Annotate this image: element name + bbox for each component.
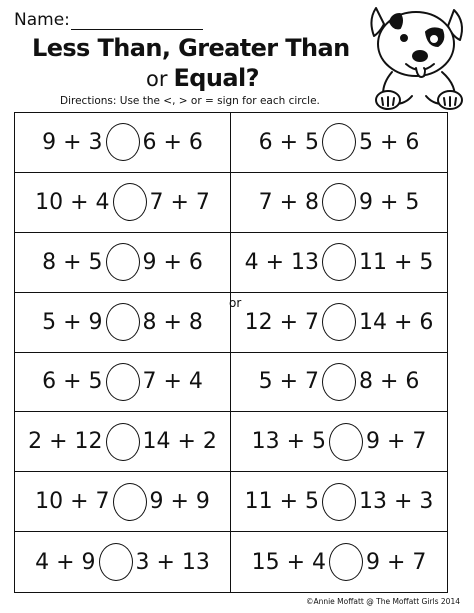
problem-cell — [15, 472, 231, 532]
answer-circle[interactable] — [106, 123, 140, 161]
title-equal: Equal? — [173, 64, 259, 92]
right-expression: 9 + 6 — [142, 249, 203, 275]
problem-cell — [231, 293, 447, 353]
problem-cell — [15, 412, 231, 472]
copyright-text: ©Annie Moffatt @ The Moffatt Girls 2014 — [305, 597, 460, 606]
right-expression: 8 + 6 — [359, 369, 420, 395]
answer-circle[interactable] — [329, 543, 363, 581]
puppy-dog-icon — [362, 2, 470, 112]
problem-cell — [15, 173, 231, 233]
problem-cell — [15, 532, 231, 592]
right-expression: 13 + 3 — [359, 489, 434, 515]
problem-cell — [231, 173, 447, 233]
problem-cell — [15, 113, 231, 173]
answer-circle[interactable] — [99, 543, 133, 581]
answer-circle[interactable] — [322, 243, 356, 281]
right-expression: 9 + 7 — [366, 429, 427, 455]
name-blank-line[interactable] — [71, 13, 203, 30]
answer-circle[interactable] — [322, 303, 356, 341]
left-expression: 5 + 9 — [42, 309, 103, 335]
left-expression: 7 + 8 — [258, 189, 319, 215]
title-or: or — [146, 67, 168, 91]
left-expression: 11 + 5 — [244, 489, 319, 515]
left-expression: 10 + 4 — [35, 189, 110, 215]
problem-cell — [15, 293, 231, 353]
problem-cell — [15, 233, 231, 293]
problem-cell — [231, 472, 447, 532]
left-expression: 15 + 4 — [251, 549, 326, 575]
name-label: Name: — [14, 10, 70, 30]
answer-circle[interactable] — [322, 183, 356, 221]
answer-circle[interactable] — [329, 423, 363, 461]
answer-circle[interactable] — [106, 423, 140, 461]
answer-circle[interactable] — [106, 363, 140, 401]
problem-cell — [231, 233, 447, 293]
answer-circle[interactable] — [106, 243, 140, 281]
right-expression: 9 + 5 — [359, 189, 420, 215]
right-expression: 9 + 9 — [149, 489, 210, 515]
answer-circle[interactable] — [322, 123, 356, 161]
directions-text: Directions: Use the <, > or = sign for each circle. — [60, 95, 320, 107]
answer-circle[interactable] — [322, 483, 356, 521]
right-expression: 7 + 7 — [149, 189, 210, 215]
left-expression: 5 + 7 — [258, 369, 319, 395]
left-expression: 4 + 9 — [35, 549, 96, 575]
name-field — [14, 6, 203, 30]
right-expression: 7 + 4 — [142, 369, 203, 395]
problem-cell — [231, 353, 447, 413]
left-expression: 10 + 7 — [35, 489, 110, 515]
left-expression: 12 + 7 — [244, 309, 319, 335]
right-expression: 8 + 8 — [142, 309, 203, 335]
left-expression: 13 + 5 — [251, 429, 326, 455]
problem-cell — [231, 113, 447, 173]
left-expression: 4 + 13 — [244, 249, 319, 275]
problem-cell — [231, 532, 447, 592]
stray-or-mark: or — [229, 296, 242, 310]
right-expression: 6 + 6 — [142, 129, 203, 155]
page-title-line2 — [146, 64, 259, 92]
left-expression: 6 + 5 — [258, 129, 319, 155]
comparison-grid — [14, 112, 448, 593]
right-expression: 3 + 13 — [135, 549, 210, 575]
right-expression: 11 + 5 — [359, 249, 434, 275]
right-expression: 14 + 2 — [142, 429, 217, 455]
answer-circle[interactable] — [113, 483, 147, 521]
answer-circle[interactable] — [113, 183, 147, 221]
left-expression: 2 + 12 — [28, 429, 103, 455]
problem-cell — [15, 353, 231, 413]
left-expression: 9 + 3 — [42, 129, 103, 155]
page-title-line1: Less Than, Greater Than — [32, 34, 350, 62]
right-expression: 9 + 7 — [366, 549, 427, 575]
answer-circle[interactable] — [106, 303, 140, 341]
left-expression: 6 + 5 — [42, 369, 103, 395]
left-expression: 8 + 5 — [42, 249, 103, 275]
right-expression: 14 + 6 — [359, 309, 434, 335]
right-expression: 5 + 6 — [359, 129, 420, 155]
problem-cell — [231, 412, 447, 472]
answer-circle[interactable] — [322, 363, 356, 401]
